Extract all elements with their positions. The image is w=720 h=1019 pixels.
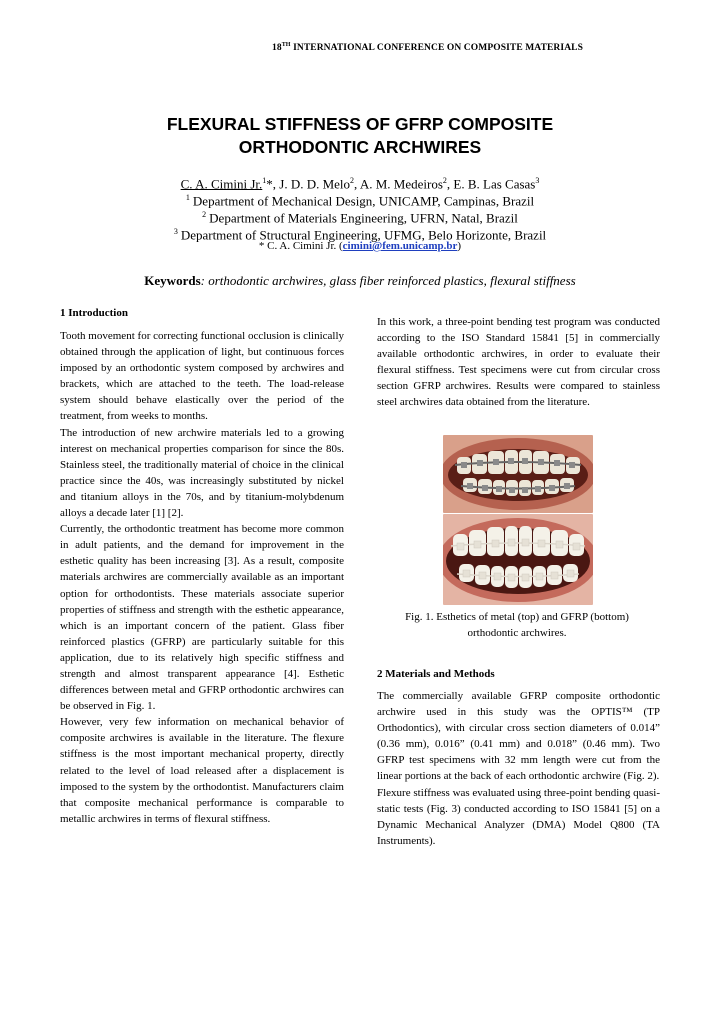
email-link[interactable]: cimini@fem.unicamp.br	[342, 240, 458, 252]
keywords-text: : orthodontic archwires, glass fiber reinforced plastics, flexural stiffness	[200, 273, 576, 288]
corresponding-author	[0, 240, 720, 252]
methods-paragraph-2: Flexure stiffness was evaluated using three-point bending quasi-static tests (Fig. 3) conducted according to ISO 15841 [5] on a Dynamic Mechanical Analyzer (DMA) Model Q800 (TA Instruments).	[377, 786, 660, 847]
author-2: , J. D. D. Melo	[272, 176, 351, 192]
figure-1-caption-line-2: orthodontic archwires.	[467, 626, 567, 639]
methods-paragraph-1: The commercially available GFRP composite orthodontic archwire used in this study was the OPTIS™ (TP Orthodontics), with circular cross section diameters of 0.014” (0.36 mm), 0.016” (0.41 mm) and 0.018” (0.46 mm). Two GFRP test specimens with 32 mm length were cut from the linear portions at the back of each orthodontic archwire (Fig. 2).	[377, 690, 660, 783]
corresponding-prefix: * C. A. Cimini Jr. (	[258, 240, 343, 252]
keywords-label: Keywords	[144, 273, 201, 288]
intro-paragraph-1: Tooth movement for correcting functional occlusion is clinically obtained through the application of light, but continuous forces imposed by an orthodontic system composed by archwires and brackets, which are attached to the teeth. The load-release system should behave elastically over the period of the treatment, from weeks to months.	[60, 330, 344, 423]
affiliation-2-text: Department of Materials Engineering, UFRN, Natal, Brazil	[209, 210, 518, 226]
figure-1-caption-line-1: Fig. 1. Esthetics of metal (top) and GFRP (bottom)	[405, 611, 629, 623]
header-conference: INTERNATIONAL CONFERENCE ON COMPOSITE MATERIALS	[293, 43, 583, 54]
header-ordinal-suffix: TH	[281, 42, 291, 48]
gfrp-archwire-photo	[443, 514, 593, 605]
header-ordinal: 18	[272, 43, 282, 54]
author-3-mark: 2	[442, 176, 447, 185]
author-4: , E. B. Las Casas	[446, 176, 536, 192]
author-4-mark: 3	[535, 176, 540, 185]
affiliation-1-mark: 1	[185, 193, 190, 202]
author-1-mark: 1	[262, 176, 267, 185]
figure-1-caption	[372, 610, 662, 641]
left-column	[60, 328, 344, 827]
author-2-mark: 2	[350, 176, 355, 185]
intro-paragraph-2: The introduction of new archwire materials led to a growing interest on mechanical properties comparison for since the 80s. Stainless steel, the traditionally material of choice in the clinical practice since the 40s, was increasingly substituted by nickel and titanium alloys in the 70s, and by titanium-molybdenum alloys a decade later [1] [2].	[60, 426, 344, 520]
section-2-heading: 2 Materials and Methods	[377, 668, 495, 680]
affiliation-2-mark: 2	[202, 210, 207, 219]
metal-archwire-photo	[443, 435, 593, 513]
title-line-1: FLEXURAL STIFFNESS OF GFRP COMPOSITE	[166, 114, 554, 134]
intro-paragraph-4: However, very few information on mechanical behavior of composite archwires is available in the literature. The flexure stiffness is the most important mechanical property, directly related to the level of load released after a displacement is imposed to the system by the orthodontist. Manufacturers claim that composite mechanical performance is comparable to metallic archwires in terms of flexural stiffness.	[60, 716, 344, 825]
author-3: , A. M. Medeiros	[354, 176, 443, 192]
keywords	[0, 273, 720, 289]
title-line-2: ORTHODONTIC ARCHWIRES	[238, 137, 482, 157]
intro-paragraph-3: Currently, the orthodontic treatment has become more common in adult patients, and the demand for improvement in the esthetic quality has been increasing [3]. As a result, composite materials archwires are commercially available as an important option for orthodontists. These materials associate superior properties of stiffness and strength with the esthetic appearance, which is an important concern of the patient. Glass fiber reinforced plastics (GFRP) are particularly suitable for this application, due to its relatively high specific stiffness and strength and almost transparent appearance [4]. Esthetic differences between metal and GFRP orthodontic archwires can be observed in Fig. 1.	[60, 523, 344, 713]
author-1-star: *	[266, 176, 273, 192]
author-1: C. A. Cimini Jr.	[180, 176, 263, 192]
affiliation-1-text: Department of Mechanical Design, UNICAMP, Campinas, Brazil	[192, 193, 535, 209]
running-header	[272, 42, 583, 53]
section-1-heading: 1 Introduction	[60, 307, 128, 319]
affiliation-3-text: Department of Structural Engineering, UFMG, Belo Horizonte, Brazil	[180, 227, 547, 243]
paper-title	[0, 113, 720, 159]
right-intro-paragraph: In this work, a three-point bending test program was conducted according to the ISO Standard 15841 [5] in commercially available orthodontic archwires, in order to evaluate their flexural stiffness. Test specimens were cut from circular cross section GFRP archwires. Results were compared to stainless steel archwires data obtained from the literature.	[377, 316, 660, 409]
affiliation-3-mark: 3	[173, 227, 178, 236]
corresponding-suffix: )	[457, 240, 462, 252]
right-column-methods	[377, 688, 660, 849]
